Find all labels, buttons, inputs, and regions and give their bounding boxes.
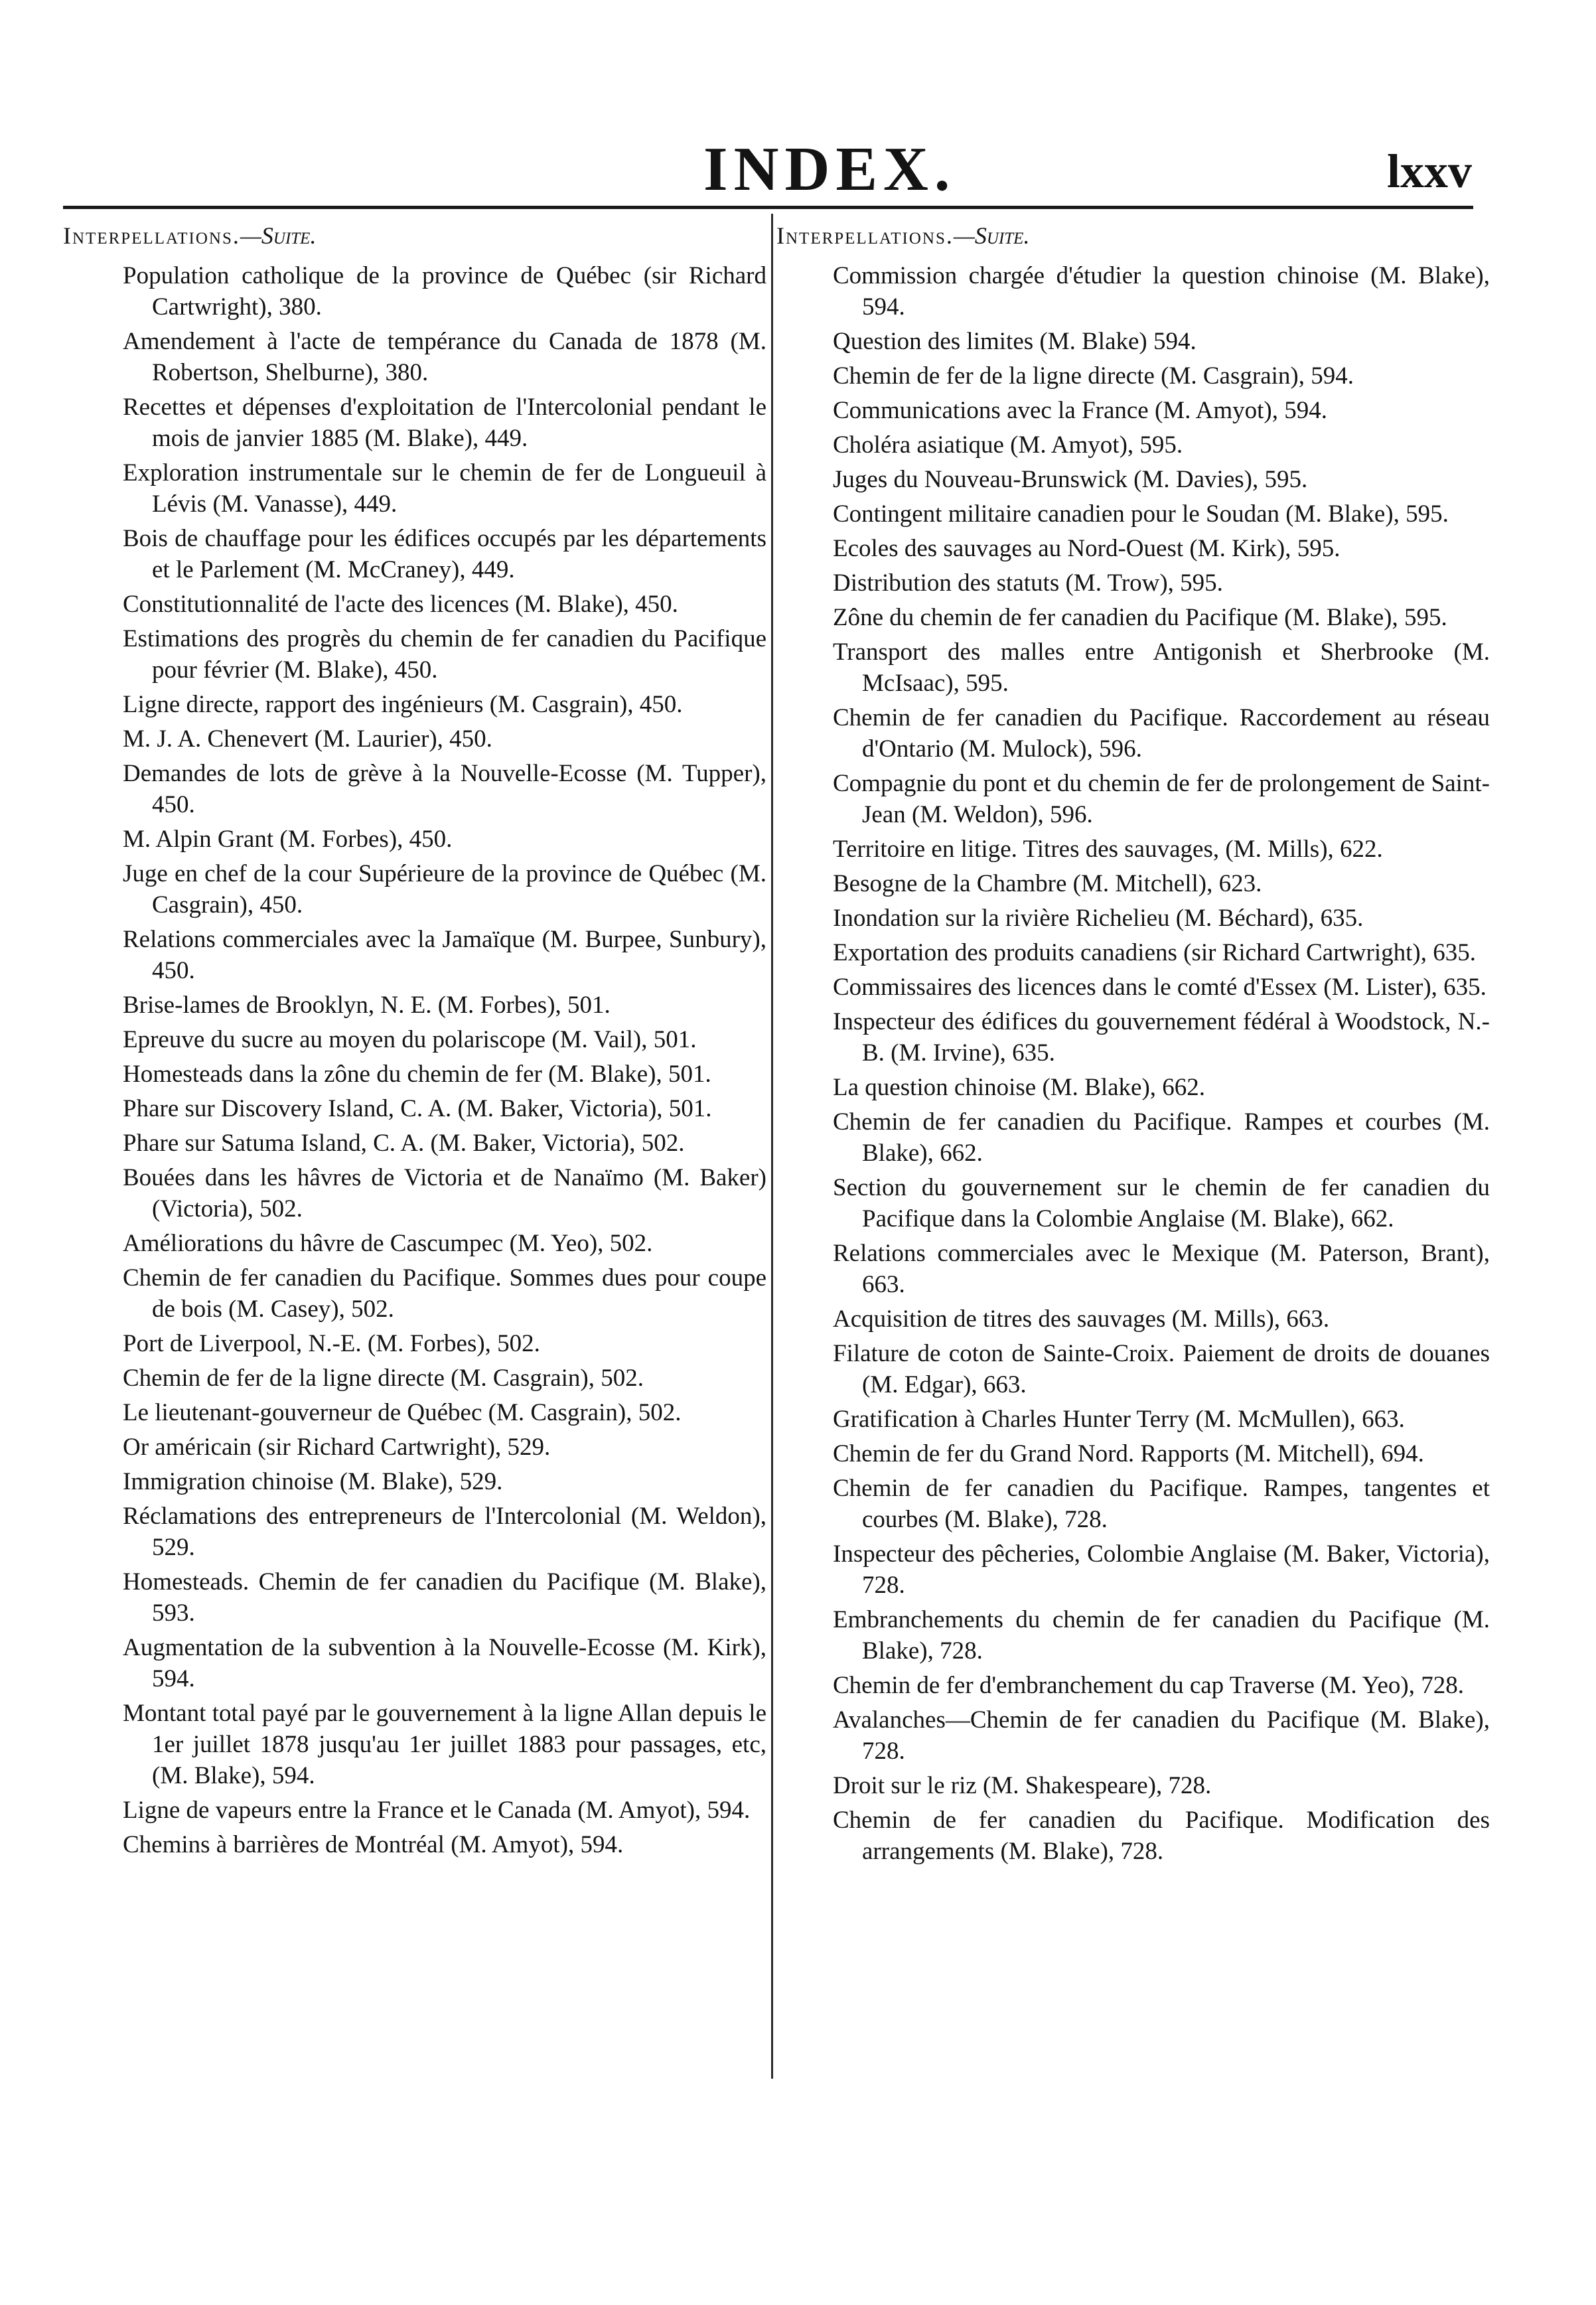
index-entry: Homesteads dans la zône du chemin de fer (M. Blake), 501.	[123, 1061, 711, 1088]
left-column	[63, 219, 766, 1864]
index-entry: Gratification à Charles Hunter Terry (M. McMullen), 663.	[833, 1406, 1405, 1433]
index-entry: Ligne directe, rapport des ingénieurs (M. Casgrain), 450.	[123, 691, 683, 718]
index-entry: Acquisition de titres des sauvages (M. Mills), 663.	[833, 1305, 1330, 1333]
index-entry: Filature de coton de Sainte-Croix. Paiement de droits de douanes (M. Edgar), 663.	[833, 1340, 1490, 1398]
index-entry: Transport des malles entre Antigonish et Sherbrooke (M. McIsaac), 595.	[833, 638, 1490, 697]
index-entry: Zône du chemin de fer canadien du Pacifique (M. Blake), 595.	[833, 604, 1447, 631]
index-entry: Relations commerciales avec la Jamaïque (M. Burpee, Sunbury), 450.	[123, 926, 766, 984]
index-entry: Inspecteur des pêcheries, Colombie Anglaise (M. Baker, Victoria), 728.	[833, 1540, 1490, 1599]
index-entry: Chemin de fer canadien du Pacifique. Rampes, tangentes et courbes (M. Blake), 728.	[833, 1475, 1490, 1533]
index-entry: Territoire en litige. Titres des sauvages, (M. Mills), 622.	[833, 836, 1383, 863]
page-number: lxxv	[1387, 145, 1473, 198]
index-entry: Chemin de fer canadien du Pacifique. Sommes dues pour coupe de bois (M. Casey), 502.	[123, 1264, 766, 1323]
index-entry: Contingent militaire canadien pour le Soudan (M. Blake), 595.	[833, 500, 1449, 528]
index-entry: Question des limites (M. Blake) 594.	[833, 328, 1197, 355]
index-entry: Réclamations des entrepreneurs de l'Intercolonial (M. Weldon), 529.	[123, 1503, 766, 1561]
index-entry: Bois de chauffage pour les édifices occupés par les départements et le Parlement (M. McCraney), 449.	[123, 525, 766, 583]
index-entry: Ligne de vapeurs entre la France et le Canada (M. Amyot), 594.	[123, 1797, 751, 1824]
index-entry: Augmentation de la subvention à la Nouvelle-Ecosse (M. Kirk), 594.	[123, 1634, 766, 1692]
right-column	[776, 219, 1490, 1870]
index-entry: Homesteads. Chemin de fer canadien du Pacifique (M. Blake), 593.	[123, 1568, 766, 1627]
index-entry: M. J. A. Chenevert (M. Laurier), 450.	[123, 725, 492, 753]
index-entry: Estimations des progrès du chemin de fer canadien du Pacifique pour février (M. Blake), 450.	[123, 625, 766, 684]
index-entry: Inondation sur la rivière Richelieu (M. Béchard), 635.	[833, 905, 1364, 932]
index-entry: Phare sur Satuma Island, C. A. (M. Baker, Victoria), 502.	[123, 1130, 685, 1157]
index-entry: Commission chargée d'étudier la question chinoise (M. Blake), 594.	[833, 262, 1490, 321]
entry-list	[776, 260, 1490, 1867]
index-entry: Compagnie du pont et du chemin de fer de prolongement de Saint-Jean (M. Weldon), 596.	[833, 770, 1490, 828]
index-entry: Population catholique de la province de Québec (sir Richard Cartwright), 380.	[123, 262, 766, 321]
index-entry: M. Alpin Grant (M. Forbes), 450.	[123, 826, 453, 853]
index-entry: Chemin de fer d'embranchement du cap Traverse (M. Yeo), 728.	[833, 1672, 1464, 1699]
index-entry: Exportation des produits canadiens (sir Richard Cartwright), 635.	[833, 939, 1476, 966]
index-entry: Embranchements du chemin de fer canadien du Pacifique (M. Blake), 728.	[833, 1606, 1490, 1665]
header-rule	[63, 206, 1473, 209]
section-heading-label: Interpellations.	[63, 222, 240, 249]
index-entry: Chemin de fer du Grand Nord. Rapports (M. Mitchell), 694.	[833, 1440, 1424, 1467]
index-entry: Bouées dans les hâvres de Victoria et de Nanaïmo (M. Baker) (Victoria), 502.	[123, 1164, 766, 1223]
index-entry: Chemin de fer canadien du Pacifique. Raccordement au réseau d'Ontario (M. Mulock), 596.	[833, 704, 1490, 763]
index-entry: Chemin de fer de la ligne directe (M. Casgrain), 502.	[123, 1365, 644, 1392]
index-entry: Distribution des statuts (M. Trow), 595.	[833, 569, 1223, 597]
section-heading	[63, 219, 766, 252]
index-entry: Inspecteur des édifices du gouvernement fédéral à Woodstock, N.-B. (M. Irvine), 635.	[833, 1008, 1490, 1067]
index-entry: Choléra asiatique (M. Amyot), 595.	[833, 431, 1183, 459]
index-entry: Droit sur le riz (M. Shakespeare), 728.	[833, 1772, 1212, 1799]
index-entry: Ecoles des sauvages au Nord-Ouest (M. Kirk), 595.	[833, 535, 1341, 562]
entry-list	[63, 260, 766, 1860]
section-heading	[776, 219, 1490, 252]
index-entry: Amendement à l'acte de tempérance du Canada de 1878 (M. Robertson, Shelburne), 380.	[123, 328, 766, 386]
index-entry: Montant total payé par le gouvernement à la ligne Allan depuis le 1er juillet 1878 jusqu'au 1er juillet 1883 pour passages, etc, (M. Blake), 594.	[123, 1700, 766, 1789]
index-entry: Juges du Nouveau-Brunswick (M. Davies), 595.	[833, 466, 1308, 493]
index-entry: La question chinoise (M. Blake), 662.	[833, 1074, 1206, 1101]
index-entry: Port de Liverpool, N.-E. (M. Forbes), 502.	[123, 1330, 540, 1357]
index-entry: Brise-lames de Brooklyn, N. E. (M. Forbes), 501.	[123, 992, 611, 1019]
index-entry: Recettes et dépenses d'exploitation de l'Intercolonial pendant le mois de janvier 1885 (M. Blake), 449.	[123, 394, 766, 452]
index-entry: Communications avec la France (M. Amyot), 594.	[833, 397, 1327, 424]
index-entry: Besogne de la Chambre (M. Mitchell), 623.	[833, 870, 1262, 897]
index-entry: Chemin de fer canadien du Pacifique. Modification des arrangements (M. Blake), 728.	[833, 1807, 1490, 1865]
index-entry: Avalanches—Chemin de fer canadien du Pacifique (M. Blake), 728.	[833, 1706, 1490, 1765]
index-entry: Demandes de lots de grève à la Nouvelle-Ecosse (M. Tupper), 450.	[123, 760, 766, 818]
page-title: INDEX.	[703, 135, 956, 204]
page-header	[0, 133, 1596, 206]
index-entry: Constitutionnalité de l'acte des licences (M. Blake), 450.	[123, 591, 678, 618]
index-entry: Améliorations du hâvre de Cascumpec (M. Yeo), 502.	[123, 1230, 653, 1257]
index-entry: Section du gouvernement sur le chemin de fer canadien du Pacifique dans la Colombie Anglaise (M. Blake), 662.	[833, 1174, 1490, 1232]
index-entry: Or américain (sir Richard Cartwright), 529.	[123, 1434, 551, 1461]
index-entry: Commissaires des licences dans le comté d'Essex (M. Lister), 635.	[833, 974, 1487, 1001]
index-entry: Epreuve du sucre au moyen du polariscope (M. Vail), 501.	[123, 1026, 697, 1053]
index-entry: Chemins à barrières de Montréal (M. Amyot), 594.	[123, 1831, 624, 1858]
index-entry: Phare sur Discovery Island, C. A. (M. Baker, Victoria), 501.	[123, 1095, 712, 1122]
index-entry: Chemin de fer de la ligne directe (M. Casgrain), 594.	[833, 362, 1354, 390]
section-heading-suffix: —Suite.	[953, 222, 1030, 249]
index-entry: Relations commerciales avec le Mexique (M. Paterson, Brant), 663.	[833, 1240, 1490, 1298]
index-entry: Juge en chef de la cour Supérieure de la province de Québec (M. Casgrain), 450.	[123, 860, 766, 919]
section-heading-suffix: —Suite.	[240, 222, 317, 249]
index-entry: Immigration chinoise (M. Blake), 529.	[123, 1468, 503, 1495]
index-entry: Exploration instrumentale sur le chemin de fer de Longueuil à Lévis (M. Vanasse), 449.	[123, 459, 766, 518]
section-heading-label: Interpellations.	[776, 222, 954, 249]
column-divider	[771, 214, 773, 2079]
index-entry: Le lieutenant-gouverneur de Québec (M. Casgrain), 502.	[123, 1399, 682, 1426]
index-entry: Chemin de fer canadien du Pacifique. Rampes et courbes (M. Blake), 662.	[833, 1108, 1490, 1167]
